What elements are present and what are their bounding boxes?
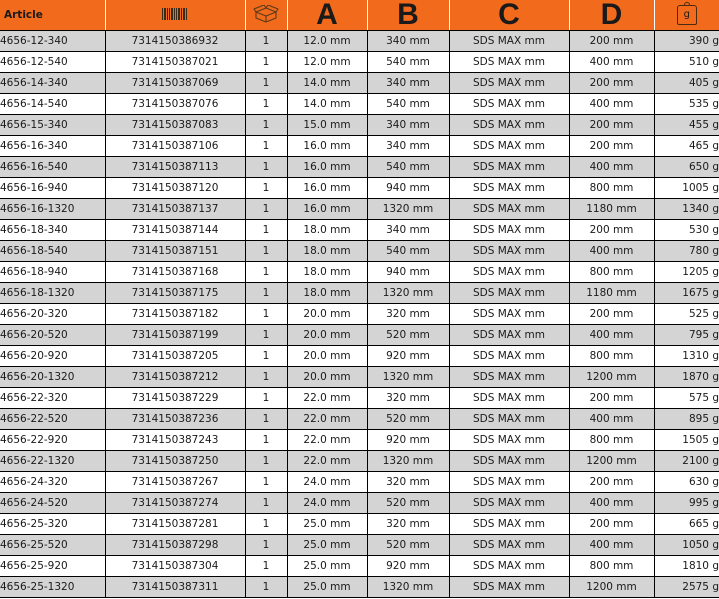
dimension-c-cell: SDS MAX mm	[449, 304, 569, 325]
dimension-b-cell: 320 mm	[367, 388, 449, 409]
weight-cell: 530 g	[654, 220, 719, 241]
table-row[interactable]	[0, 52, 719, 73]
article-cell: 4656-22-1320	[0, 451, 105, 472]
dimension-c-cell: SDS MAX mm	[449, 514, 569, 535]
dimension-c-cell: SDS MAX mm	[449, 136, 569, 157]
weight-icon: g	[677, 5, 697, 25]
dimension-b-cell: 540 mm	[367, 94, 449, 115]
pack-qty-cell: 1	[245, 115, 287, 136]
dimension-a-cell: 25.0 mm	[287, 577, 367, 598]
dimension-a-cell: 15.0 mm	[287, 115, 367, 136]
dimension-a-cell: 12.0 mm	[287, 52, 367, 73]
article-cell: 4656-25-1320	[0, 577, 105, 598]
dimension-c-cell: SDS MAX mm	[449, 556, 569, 577]
pack-qty-cell: 1	[245, 52, 287, 73]
ean-cell: 7314150387021	[105, 52, 245, 73]
dimension-b-cell: 320 mm	[367, 304, 449, 325]
dimension-a-cell: 14.0 mm	[287, 94, 367, 115]
article-cell: 4656-16-340	[0, 136, 105, 157]
dimension-b-cell: 920 mm	[367, 430, 449, 451]
dimension-d-cell: 200 mm	[569, 73, 654, 94]
dimension-c-cell: SDS MAX mm	[449, 115, 569, 136]
pack-qty-cell: 1	[245, 199, 287, 220]
dimension-d-cell: 200 mm	[569, 304, 654, 325]
table-row[interactable]	[0, 241, 719, 262]
ean-cell: 7314150387137	[105, 199, 245, 220]
article-cell: 4656-22-320	[0, 388, 105, 409]
dimension-d-cell: 400 mm	[569, 325, 654, 346]
article-cell: 4656-18-540	[0, 241, 105, 262]
dimension-d-cell: 200 mm	[569, 220, 654, 241]
pack-qty-cell: 1	[245, 556, 287, 577]
dimension-c-cell: SDS MAX mm	[449, 94, 569, 115]
weight-cell: 465 g	[654, 136, 719, 157]
weight-cell: 630 g	[654, 472, 719, 493]
ean-cell: 7314150387304	[105, 556, 245, 577]
dimension-b-cell: 520 mm	[367, 493, 449, 514]
weight-cell: 780 g	[654, 241, 719, 262]
table-row[interactable]	[0, 157, 719, 178]
header-col-b-label: B	[397, 0, 419, 31]
dimension-b-cell: 320 mm	[367, 472, 449, 493]
dimension-c-cell: SDS MAX mm	[449, 52, 569, 73]
dimension-c-cell: SDS MAX mm	[449, 31, 569, 52]
pack-qty-cell: 1	[245, 346, 287, 367]
ean-cell: 7314150387106	[105, 136, 245, 157]
dimension-c-cell: SDS MAX mm	[449, 283, 569, 304]
article-cell: 4656-16-940	[0, 178, 105, 199]
ean-cell: 7314150387120	[105, 178, 245, 199]
article-cell: 4656-16-540	[0, 157, 105, 178]
weight-cell: 1005 g	[654, 178, 719, 199]
ean-cell: 7314150387250	[105, 451, 245, 472]
article-cell: 4656-18-340	[0, 220, 105, 241]
dimension-d-cell: 200 mm	[569, 31, 654, 52]
dimension-a-cell: 16.0 mm	[287, 136, 367, 157]
article-cell: 4656-25-520	[0, 535, 105, 556]
ean-cell: 7314150387274	[105, 493, 245, 514]
weight-cell: 525 g	[654, 304, 719, 325]
dimension-c-cell: SDS MAX mm	[449, 73, 569, 94]
dimension-a-cell: 18.0 mm	[287, 262, 367, 283]
pack-qty-cell: 1	[245, 178, 287, 199]
dimension-d-cell: 400 mm	[569, 409, 654, 430]
weight-cell: 1310 g	[654, 346, 719, 367]
weight-cell: 1505 g	[654, 430, 719, 451]
pack-qty-cell: 1	[245, 388, 287, 409]
ean-cell: 7314150387298	[105, 535, 245, 556]
dimension-c-cell: SDS MAX mm	[449, 199, 569, 220]
dimension-b-cell: 1320 mm	[367, 367, 449, 388]
dimension-b-cell: 940 mm	[367, 262, 449, 283]
dimension-a-cell: 22.0 mm	[287, 409, 367, 430]
dimension-d-cell: 1200 mm	[569, 367, 654, 388]
ean-cell: 7314150387267	[105, 472, 245, 493]
dimension-b-cell: 340 mm	[367, 73, 449, 94]
header-col-b[interactable]	[367, 0, 449, 31]
dimension-d-cell: 400 mm	[569, 493, 654, 514]
table-row[interactable]	[0, 556, 719, 577]
dimension-d-cell: 1200 mm	[569, 451, 654, 472]
article-cell: 4656-12-540	[0, 52, 105, 73]
pack-qty-cell: 1	[245, 73, 287, 94]
dimension-a-cell: 22.0 mm	[287, 451, 367, 472]
dimension-b-cell: 940 mm	[367, 178, 449, 199]
dimension-b-cell: 340 mm	[367, 220, 449, 241]
header-col-a-label: A	[316, 0, 338, 31]
dimension-a-cell: 25.0 mm	[287, 556, 367, 577]
table-row[interactable]	[0, 31, 719, 52]
dimension-c-cell: SDS MAX mm	[449, 346, 569, 367]
dimension-a-cell: 16.0 mm	[287, 199, 367, 220]
dimension-b-cell: 520 mm	[367, 409, 449, 430]
header-col-c[interactable]	[449, 0, 569, 31]
pack-qty-cell: 1	[245, 451, 287, 472]
table-row[interactable]	[0, 535, 719, 556]
article-cell: 4656-18-1320	[0, 283, 105, 304]
dimension-b-cell: 540 mm	[367, 241, 449, 262]
article-cell: 4656-22-920	[0, 430, 105, 451]
pack-qty-cell: 1	[245, 535, 287, 556]
pack-qty-cell: 1	[245, 136, 287, 157]
dimension-a-cell: 24.0 mm	[287, 493, 367, 514]
dimension-d-cell: 800 mm	[569, 556, 654, 577]
table-row[interactable]	[0, 199, 719, 220]
dimension-a-cell: 20.0 mm	[287, 367, 367, 388]
article-cell: 4656-15-340	[0, 115, 105, 136]
weight-cell: 1340 g	[654, 199, 719, 220]
weight-cell: 575 g	[654, 388, 719, 409]
article-cell: 4656-20-520	[0, 325, 105, 346]
weight-cell: 1675 g	[654, 283, 719, 304]
dimension-a-cell: 14.0 mm	[287, 73, 367, 94]
weight-cell: 895 g	[654, 409, 719, 430]
dimension-b-cell: 520 mm	[367, 325, 449, 346]
table-row[interactable]	[0, 136, 719, 157]
dimension-a-cell: 18.0 mm	[287, 241, 367, 262]
pack-qty-cell: 1	[245, 94, 287, 115]
pack-qty-cell: 1	[245, 31, 287, 52]
article-cell: 4656-25-320	[0, 514, 105, 535]
dimension-a-cell: 20.0 mm	[287, 304, 367, 325]
dimension-d-cell: 400 mm	[569, 535, 654, 556]
article-cell: 4656-14-340	[0, 73, 105, 94]
dimension-d-cell: 800 mm	[569, 430, 654, 451]
dimension-c-cell: SDS MAX mm	[449, 178, 569, 199]
ean-cell: 7314150387144	[105, 220, 245, 241]
weight-cell: 510 g	[654, 52, 719, 73]
dimension-d-cell: 400 mm	[569, 241, 654, 262]
article-cell: 4656-20-1320	[0, 367, 105, 388]
table-row[interactable]	[0, 514, 719, 535]
article-cell: 4656-18-940	[0, 262, 105, 283]
dimension-a-cell: 16.0 mm	[287, 157, 367, 178]
dimension-b-cell: 540 mm	[367, 52, 449, 73]
dimension-b-cell: 920 mm	[367, 556, 449, 577]
weight-cell: 995 g	[654, 493, 719, 514]
ean-cell: 7314150387168	[105, 262, 245, 283]
dimension-c-cell: SDS MAX mm	[449, 367, 569, 388]
dimension-c-cell: SDS MAX mm	[449, 241, 569, 262]
ean-cell: 7314150387281	[105, 514, 245, 535]
header-col-a[interactable]	[287, 0, 367, 31]
ean-cell: 7314150387236	[105, 409, 245, 430]
dimension-c-cell: SDS MAX mm	[449, 409, 569, 430]
ean-cell: 7314150387205	[105, 346, 245, 367]
table-row[interactable]	[0, 220, 719, 241]
dimension-c-cell: SDS MAX mm	[449, 577, 569, 598]
dimension-d-cell: 800 mm	[569, 262, 654, 283]
weight-cell: 665 g	[654, 514, 719, 535]
article-cell: 4656-16-1320	[0, 199, 105, 220]
dimension-d-cell: 400 mm	[569, 52, 654, 73]
dimension-a-cell: 22.0 mm	[287, 388, 367, 409]
table-row[interactable]	[0, 472, 719, 493]
dimension-c-cell: SDS MAX mm	[449, 388, 569, 409]
dimension-a-cell: 24.0 mm	[287, 472, 367, 493]
dimension-d-cell: 800 mm	[569, 346, 654, 367]
table-row[interactable]	[0, 325, 719, 346]
dimension-d-cell: 400 mm	[569, 94, 654, 115]
pack-qty-cell: 1	[245, 262, 287, 283]
article-cell: 4656-20-920	[0, 346, 105, 367]
article-cell: 4656-25-920	[0, 556, 105, 577]
weight-cell: 1050 g	[654, 535, 719, 556]
article-cell: 4656-24-520	[0, 493, 105, 514]
dimension-d-cell: 1180 mm	[569, 283, 654, 304]
dimension-d-cell: 1200 mm	[569, 577, 654, 598]
ean-cell: 7314150387212	[105, 367, 245, 388]
header-col-c-label: C	[498, 0, 520, 31]
ean-cell: 7314150387182	[105, 304, 245, 325]
pack-qty-cell: 1	[245, 493, 287, 514]
table-row[interactable]	[0, 94, 719, 115]
ean-cell: 7314150387199	[105, 325, 245, 346]
dimension-d-cell: 200 mm	[569, 472, 654, 493]
dimension-d-cell: 200 mm	[569, 388, 654, 409]
article-cell: 4656-20-320	[0, 304, 105, 325]
dimension-b-cell: 340 mm	[367, 136, 449, 157]
pack-qty-cell: 1	[245, 241, 287, 262]
dimension-a-cell: 16.0 mm	[287, 178, 367, 199]
table-row[interactable]	[0, 409, 719, 430]
table-row[interactable]	[0, 493, 719, 514]
weight-cell: 1870 g	[654, 367, 719, 388]
pack-qty-cell: 1	[245, 367, 287, 388]
dimension-a-cell: 22.0 mm	[287, 430, 367, 451]
pack-qty-cell: 1	[245, 409, 287, 430]
table-row[interactable]	[0, 451, 719, 472]
weight-cell: 390 g	[654, 31, 719, 52]
pack-qty-cell: 1	[245, 514, 287, 535]
dimension-d-cell: 200 mm	[569, 514, 654, 535]
ean-cell: 7314150387113	[105, 157, 245, 178]
table-row[interactable]	[0, 430, 719, 451]
dimension-d-cell: 400 mm	[569, 157, 654, 178]
package-box-icon	[253, 5, 279, 23]
dimension-b-cell: 1320 mm	[367, 283, 449, 304]
dimension-b-cell: 340 mm	[367, 31, 449, 52]
dimension-a-cell: 12.0 mm	[287, 31, 367, 52]
dimension-c-cell: SDS MAX mm	[449, 472, 569, 493]
table-header-row	[0, 0, 719, 31]
ean-cell: 7314150387151	[105, 241, 245, 262]
table-row[interactable]	[0, 577, 719, 598]
weight-cell: 1810 g	[654, 556, 719, 577]
header-ean[interactable]	[105, 0, 245, 31]
dimension-d-cell: 1180 mm	[569, 199, 654, 220]
dimension-b-cell: 1320 mm	[367, 577, 449, 598]
table-row[interactable]	[0, 304, 719, 325]
dimension-d-cell: 200 mm	[569, 136, 654, 157]
pack-qty-cell: 1	[245, 283, 287, 304]
dimension-c-cell: SDS MAX mm	[449, 430, 569, 451]
ean-cell: 7314150387083	[105, 115, 245, 136]
pack-qty-cell: 1	[245, 472, 287, 493]
weight-cell: 535 g	[654, 94, 719, 115]
pack-qty-cell: 1	[245, 430, 287, 451]
weight-cell: 650 g	[654, 157, 719, 178]
dimension-b-cell: 1320 mm	[367, 199, 449, 220]
dimension-b-cell: 1320 mm	[367, 451, 449, 472]
ean-cell: 7314150387175	[105, 283, 245, 304]
dimension-c-cell: SDS MAX mm	[449, 535, 569, 556]
dimension-c-cell: SDS MAX mm	[449, 220, 569, 241]
dimension-a-cell: 25.0 mm	[287, 514, 367, 535]
ean-cell: 7314150387229	[105, 388, 245, 409]
table-row[interactable]	[0, 115, 719, 136]
header-col-d-label: D	[600, 0, 623, 31]
pack-qty-cell: 1	[245, 577, 287, 598]
ean-cell: 7314150387311	[105, 577, 245, 598]
dimension-b-cell: 340 mm	[367, 115, 449, 136]
header-article[interactable]	[0, 0, 105, 31]
header-pack-qty[interactable]	[245, 0, 287, 31]
dimension-c-cell: SDS MAX mm	[449, 493, 569, 514]
dimension-a-cell: 20.0 mm	[287, 346, 367, 367]
table-row[interactable]	[0, 178, 719, 199]
pack-qty-cell: 1	[245, 220, 287, 241]
dimension-d-cell: 800 mm	[569, 178, 654, 199]
header-col-d[interactable]	[569, 0, 654, 31]
pack-qty-cell: 1	[245, 304, 287, 325]
pack-qty-cell: 1	[245, 157, 287, 178]
weight-cell: 1205 g	[654, 262, 719, 283]
dimension-d-cell: 200 mm	[569, 115, 654, 136]
ean-cell: 7314150387076	[105, 94, 245, 115]
article-cell: 4656-22-520	[0, 409, 105, 430]
weight-cell: 455 g	[654, 115, 719, 136]
table-row[interactable]	[0, 367, 719, 388]
dimension-b-cell: 540 mm	[367, 157, 449, 178]
dimension-b-cell: 320 mm	[367, 514, 449, 535]
dimension-a-cell: 18.0 mm	[287, 220, 367, 241]
dimension-c-cell: SDS MAX mm	[449, 157, 569, 178]
ean-cell: 7314150386932	[105, 31, 245, 52]
dimension-a-cell: 18.0 mm	[287, 283, 367, 304]
dimension-b-cell: 520 mm	[367, 535, 449, 556]
dimension-a-cell: 25.0 mm	[287, 535, 367, 556]
weight-cell: 2100 g	[654, 451, 719, 472]
pack-qty-cell: 1	[245, 325, 287, 346]
header-weight[interactable]	[654, 0, 719, 31]
dimension-c-cell: SDS MAX mm	[449, 451, 569, 472]
weight-cell: 405 g	[654, 73, 719, 94]
ean-cell: 7314150387069	[105, 73, 245, 94]
table-row[interactable]	[0, 283, 719, 304]
dimension-c-cell: SDS MAX mm	[449, 325, 569, 346]
ean-cell: 7314150387243	[105, 430, 245, 451]
table-row[interactable]	[0, 388, 719, 409]
article-cell: 4656-24-320	[0, 472, 105, 493]
barcode-icon	[162, 8, 188, 20]
header-article-label: Article	[4, 9, 43, 21]
article-cell: 4656-14-540	[0, 94, 105, 115]
dimension-b-cell: 920 mm	[367, 346, 449, 367]
weight-cell: 2575 g	[654, 577, 719, 598]
dimension-a-cell: 20.0 mm	[287, 325, 367, 346]
article-cell: 4656-12-340	[0, 31, 105, 52]
table-row[interactable]	[0, 346, 719, 367]
table-row[interactable]	[0, 73, 719, 94]
table-body	[0, 31, 719, 598]
dimension-c-cell: SDS MAX mm	[449, 262, 569, 283]
table-row[interactable]	[0, 262, 719, 283]
weight-cell: 795 g	[654, 325, 719, 346]
